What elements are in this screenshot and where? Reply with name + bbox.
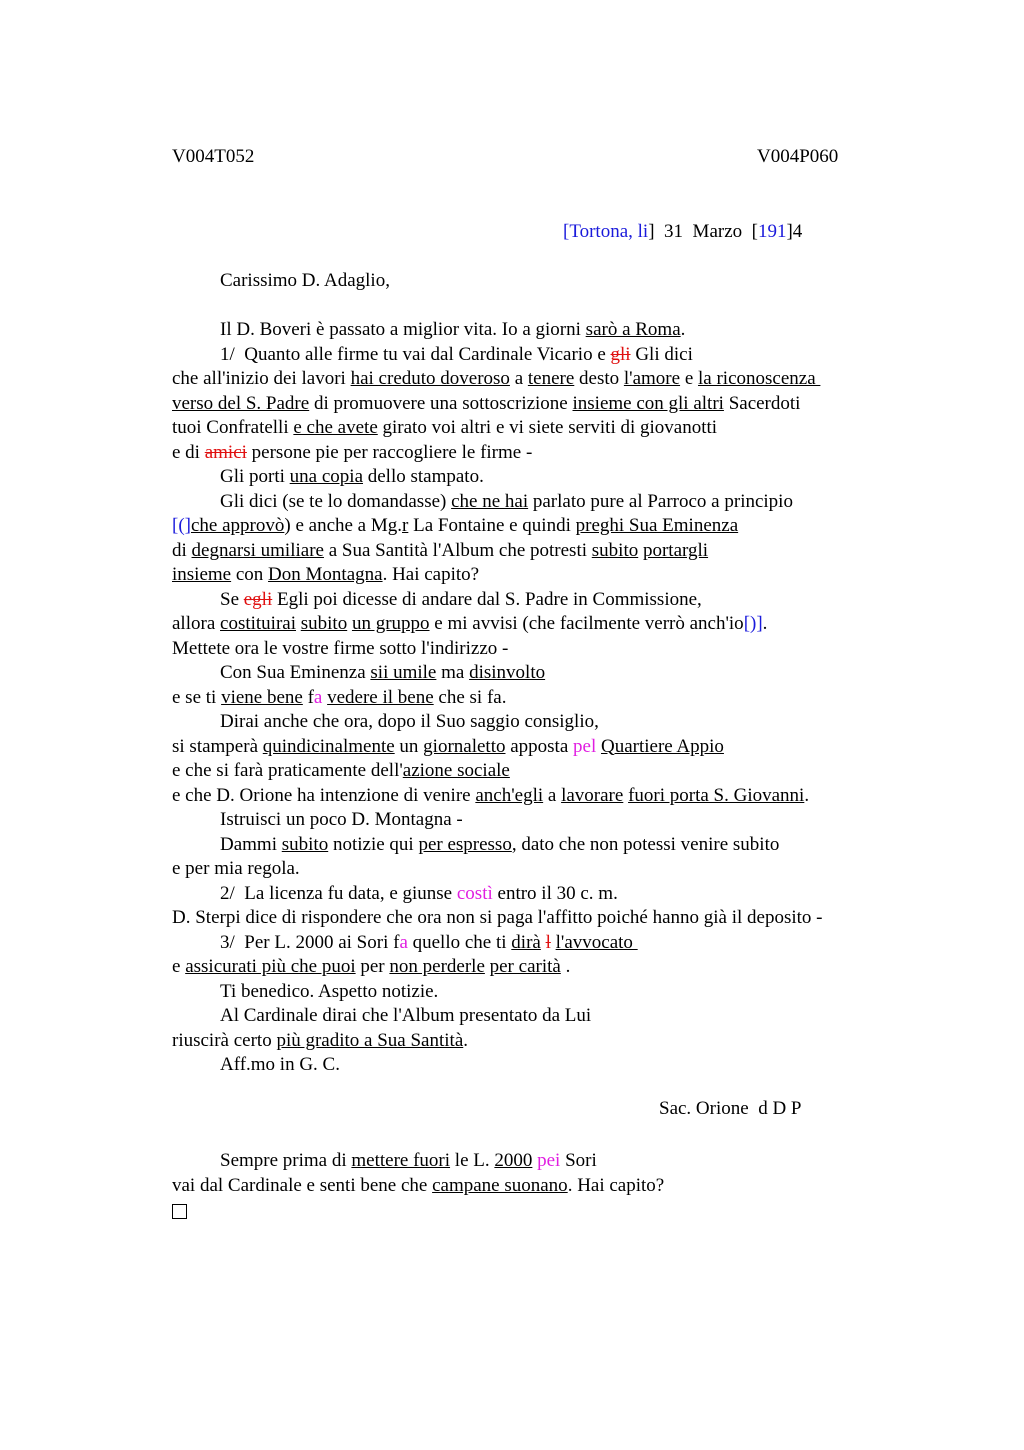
body-line: e per mia regola. [172, 858, 300, 879]
body-line: [(]che approvò) e anche a Mg.r La Fontaine e quindi preghi Sua Eminenza [172, 515, 739, 536]
body-line: allora costituirai subito un gruppo e mi avvisi (che facilmente verrò anch'io[)]. [172, 613, 768, 634]
body-line: si stamperà quindicinalmente un giornaletto apposta pel Quartiere Appio [172, 735, 724, 757]
body-line: Mettete ora le vostre firme sotto l'indirizzo - [172, 637, 509, 659]
postscript [172, 1149, 892, 1223]
document-code-right: V004P060 [757, 146, 839, 167]
body-line: e che D. Orione ha intenzione di venire anch'egli a lavorare fuori porta S. Giovanni. [172, 784, 810, 806]
body-line: riuscirà certo più gradito a Sua Santità. [172, 1029, 469, 1051]
body-line: tuoi Confratelli e che avete girato voi altri e vi siete serviti di giovanotti [172, 417, 718, 438]
closing: Aff.mo in G. C. [220, 1054, 340, 1075]
body-line: Il D. Boveri è passato a miglior vita. Io a giorni sarò a Roma. [220, 319, 686, 340]
body-line: Gli dici (se te lo domandasse) che ne hai parlato pure al Parroco a principio [220, 490, 793, 512]
body-line: Al Cardinale dirai che l'Album presentato da Lui [220, 1005, 592, 1026]
salutation: Carissimo D. Adaglio, [220, 270, 390, 291]
body-line: D. Sterpi dice di rispondere che ora non si paga l'affitto poiché hanno già il deposito - [172, 907, 823, 928]
square-box-icon [172, 1204, 187, 1219]
signature: Sac. Orione d D P [659, 1098, 802, 1119]
body-line: Se egli Egli poi dicesse di andare dal S. Padre in Commissione, [220, 588, 702, 610]
body-line: Ti benedico. Aspetto notizie. [220, 980, 439, 1002]
body-line: insieme con Don Montagna. Hai capito? [172, 564, 480, 585]
body-line: e assicurati più che puoi per non perderle per carità . [172, 956, 571, 977]
body-line: verso del S. Padre di promuovere una sottoscrizione insieme con gli altri Sacerdoti [172, 392, 801, 414]
body-line: che all'inizio dei lavori hai creduto doveroso a tenere desto l'amore e la riconoscenza [172, 368, 821, 389]
document-code-left: V004T052 [172, 146, 255, 167]
body-line: Dirai anche che ora, dopo il Suo saggio consiglio, [220, 711, 599, 732]
body-line: Con Sua Eminenza sii umile ma disinvolto [220, 662, 546, 683]
body-line: Istruisci un poco D. Montagna - [220, 809, 463, 830]
letter-body [172, 269, 892, 1078]
body-line: 1/ Quanto alle firme tu vai dal Cardinale Vicario e gli Gli dici [220, 343, 693, 365]
body-line: e se ti viene bene fa vedere il bene che si fa. [172, 686, 507, 708]
body-line: e di amici persone pie per raccogliere le firme - [172, 441, 533, 463]
body-line: 3/ Per L. 2000 ai Sori fa quello che ti dirà l l'avvocato [220, 931, 638, 953]
body-line: Gli porti una copia dello stampato. [220, 466, 484, 487]
body-line: 2/ La licenza fu data, e giunse costì entro il 30 c. m. [220, 882, 618, 904]
body-line: di degnarsi umiliare a Sua Santità l'Album che potresti subito portargli [172, 539, 709, 561]
postscript-line: vai dal Cardinale e senti bene che campane suonano. Hai capito? [172, 1174, 665, 1196]
letter-date: [Tortona, li] 31 Marzo [191]4 [563, 221, 803, 242]
body-line: Dammi subito notizie qui per espresso, dato che non potessi venire subito [220, 833, 780, 855]
body-line: e che si farà praticamente dell'azione sociale [172, 760, 510, 781]
end-marker [172, 1198, 892, 1223]
postscript-line: Sempre prima di mettere fuori le L. 2000 pei Sori [220, 1150, 597, 1171]
